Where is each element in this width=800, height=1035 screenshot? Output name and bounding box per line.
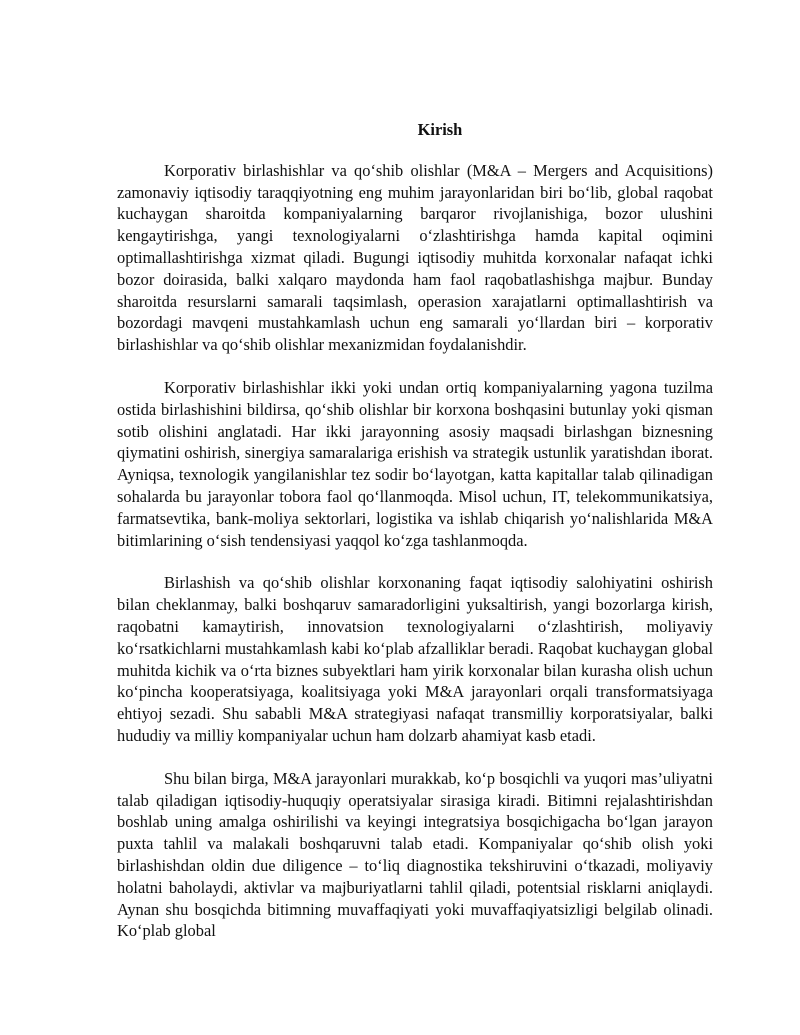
paragraph-4: Shu bilan birga, M&A jarayonlari murakkab, ko‘p bosqichli va yuqori mas’uliyatni talab qiladigan iqtisodiy-huquqiy operatsiyalar sirasiga kiradi. Bitimni rejalashtirishdan boshlab uning amalga oshirilishi va keyingi integratsiya bosqichigacha bo‘lgan jarayon puxta tahlil va malakali boshqaruvni talab etadi. Kompaniyalar qo‘shib olish yoki birlashishdan oldin due diligence – to‘liq diagnostika tekshiruvini o‘tkazadi, moliyaviy holatni baholaydi, aktivlar va majburiyatlarni tahlil qiladi, potentsial risklarni aniqlaydi. Aynan shu bosqichda bitimning muvaffaqiyati yoki muvaffaqiyatsizligi belgilab olinadi. Ko‘plab global [117, 768, 713, 941]
paragraph-1: Korporativ birlashishlar va qo‘shib olishlar (M&A – Mergers and Acquisitions) zamonaviy iqtisodiy taraqqiyotning eng muhim jarayonlaridan biri bo‘lib, global raqobat kuchaygan sharoitda kompaniyalarning barqaror rivojlanishiga, bozor ulushini kengaytirishga, yangi texnologiyalarni o‘zlashtirishga hamda kapital oqimini optimallashtirishga xizmat qiladi. Bugungi iqtisodiy muhitda korxonalar nafaqat ichki bozor doirasida, balki xalqaro maydonda ham faol raqobatlashishga majbur. Bunday sharoitda resurslarni samarali taqsimlash, operasion xarajatlarni optimallashtirish va bozordagi mavqeni mustahkamlash uchun eng samarali yo‘llardan biri – korporativ birlashishlar va qo‘shib olishlar mexanizmidan foydalanishdir. [117, 160, 713, 355]
document-page [117, 119, 713, 963]
paragraph-2: Korporativ birlashishlar ikki yoki undan ortiq kompaniyalarning yagona tuzilma ostida birlashishini bildirsa, qo‘shib olishlar bir korxona boshqasini butunlay yoki qisman sotib olishini anglatadi. Har ikki jarayonning asosiy maqsadi birlashgan biznesning qiymatini oshirish, sinergiya samaralariga erishish va strategik ustunlik yaratishdan iborat. Ayniqsa, texnologik yangilanishlar tez sodir bo‘layotgan, katta kapitallar talab qilinadigan sohalarda bu jarayonlar tobora faol qo‘llanmoqda. Misol uchun, IT, telekommunikatsiya, farmatsevtika, bank-moliya sektorlari, logistika va ishlab chiqarish yo‘nalishlarida M&A bitimlarining o‘sish tendensiyasi yaqqol ko‘zga tashlanmoqda. [117, 377, 713, 550]
document-title: Kirish [417, 120, 463, 139]
paragraph-3: Birlashish va qo‘shib olishlar korxonaning faqat iqtisodiy salohiyatini oshirish bilan cheklanmay, balki boshqaruv samaradorligini yuksaltirish, yangi bozorlarga kirish, raqobatni kamaytirish, innovatsion texnologiyalarni o‘zlashtirish, moliyaviy ko‘rsatkichlarni mustahkamlash kabi ko‘plab afzalliklar beradi. Raqobat kuchaygan global muhitda kichik va o‘rta biznes subyektlari ham yirik korxonalar bilan kurasha olish uchun ko‘pincha kooperatsiyaga, koalitsiyaga yoki M&A jarayonlari orqali transformatsiyaga ehtiyoj sezadi. Shu sababli M&A strategiyasi nafaqat transmilliy korporatsiyalar, balki hududiy va milliy kompaniyalar uchun ham dolzarb ahamiyat kasb etadi. [117, 573, 713, 745]
